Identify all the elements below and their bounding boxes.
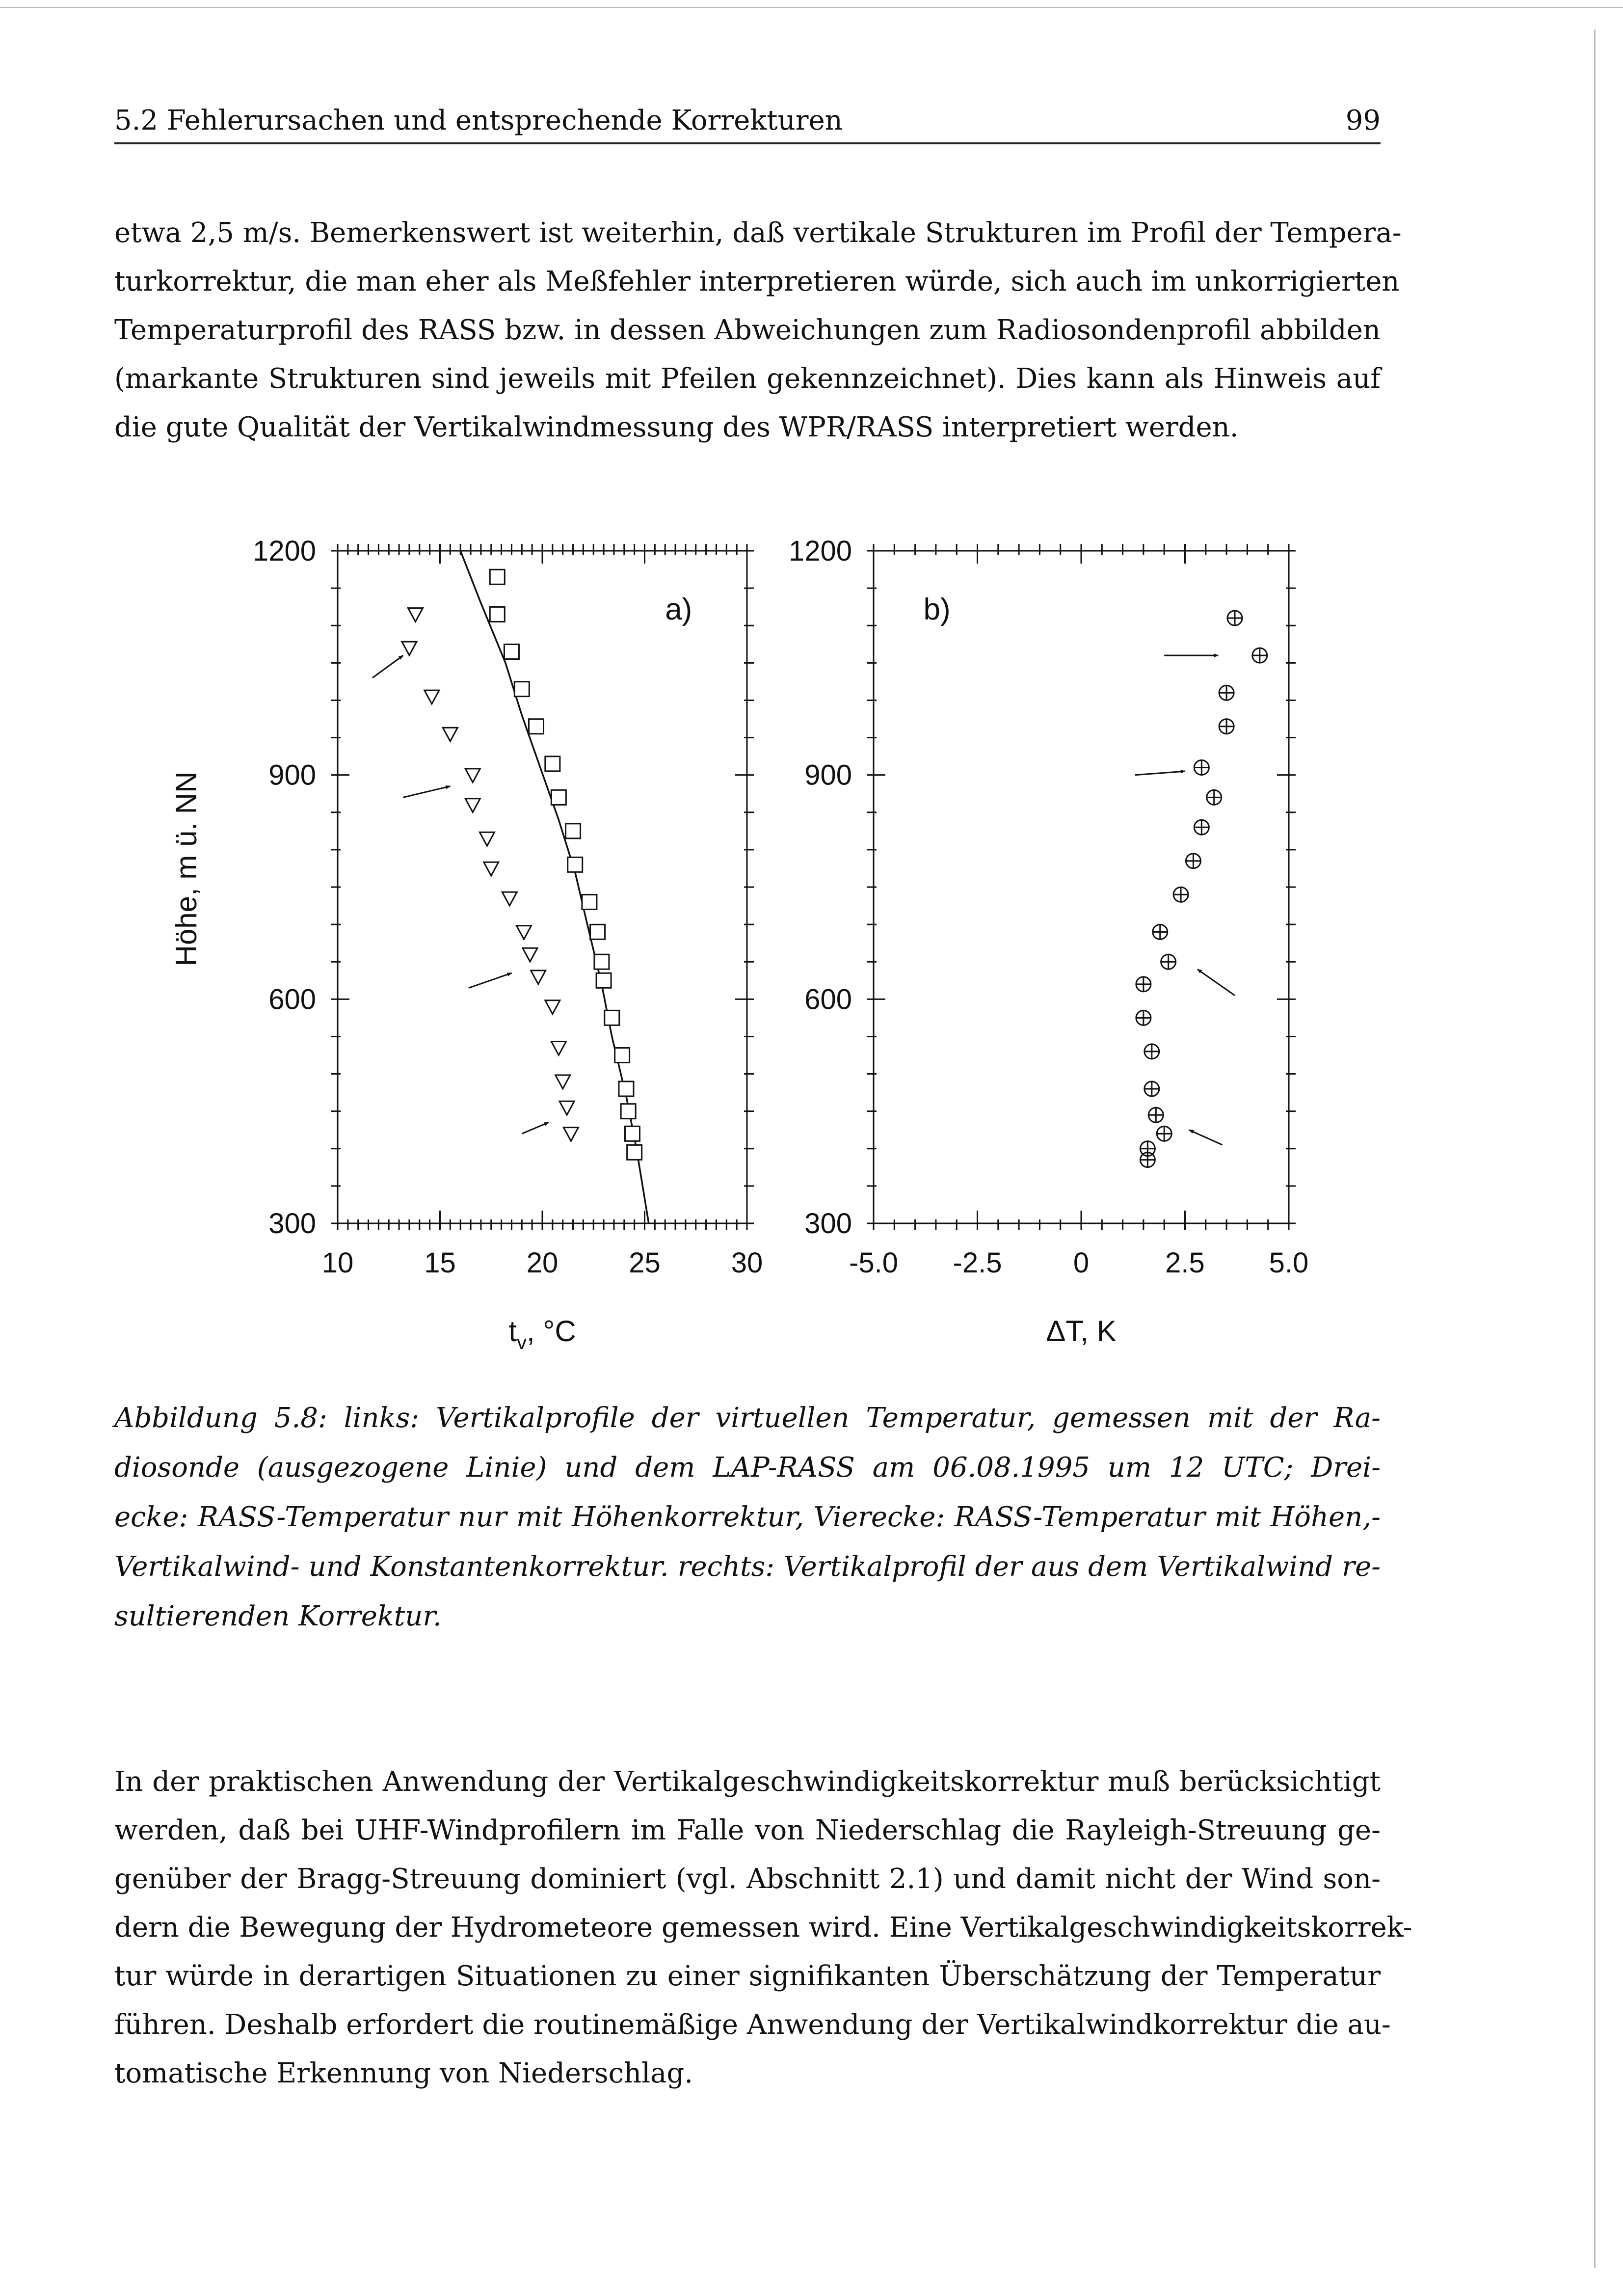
square-marker xyxy=(566,824,581,838)
paragraph-2 xyxy=(114,1757,1412,2098)
paragraph-line: etwa 2,5 m/s. Bemerkenswert ist weiterhin, daß vertikale Strukturen im Profil der Tempera- xyxy=(114,217,1402,249)
caption-line: Vertikalwind- und Konstantenkorrektur. rechts: Vertikalprofil der aus dem Vertikalwind re- xyxy=(114,1551,1381,1583)
radiosonde-profile-line xyxy=(460,551,649,1223)
x-tick-label: 25 xyxy=(629,1247,661,1279)
square-marker xyxy=(627,1145,642,1160)
square-marker xyxy=(504,645,519,659)
x-tick-label: 2.5 xyxy=(1165,1247,1205,1279)
paragraph-line: dern die Bewegung der Hydrometeore gemessen wird. Eine Vertikalgeschwindigkeitskorrek- xyxy=(114,1912,1412,1944)
caption-line: Abbildung 5.8: links: Vertikalprofile der virtuellen Temperatur, gemessen mit der Ra- xyxy=(114,1402,1381,1434)
x-tick-label: 0 xyxy=(1073,1247,1090,1279)
x-tick-label: 5.0 xyxy=(1269,1247,1309,1279)
annotation-arrow xyxy=(1197,969,1235,995)
figure xyxy=(147,520,1355,1355)
triangle-marker xyxy=(465,799,480,812)
circle-plus-marker xyxy=(1153,924,1168,939)
triangle-marker xyxy=(545,1000,560,1014)
square-marker xyxy=(619,1081,634,1096)
chart-panel-b xyxy=(789,535,1308,1348)
circle-plus-marker xyxy=(1136,1010,1151,1025)
y-tick-label: 300 xyxy=(268,1208,316,1240)
annotation-arrow xyxy=(522,1123,548,1134)
triangle-marker xyxy=(479,832,494,846)
x-tick-label: 30 xyxy=(731,1247,763,1279)
plot-frame xyxy=(874,551,1289,1223)
square-marker xyxy=(625,1126,639,1141)
triangle-marker xyxy=(484,862,499,876)
x-tick-label: 20 xyxy=(526,1247,559,1279)
caption-line: ecke: RASS-Temperatur nur mit Höhenkorrektur, Vierecke: RASS-Temperatur mit Höhen,- xyxy=(114,1501,1381,1533)
paragraph-line: tomatische Erkennung von Niederschlag. xyxy=(114,2057,693,2089)
circle-plus-marker xyxy=(1252,648,1267,663)
x-axis-label-main: t xyxy=(508,1315,517,1348)
caption-line: sultierenden Korrektur. xyxy=(114,1600,442,1632)
paragraph-line: Temperaturprofil des RASS bzw. in dessen Abweichungen zum Radiosondenprofil abbilden xyxy=(114,314,1381,346)
annotation-arrow xyxy=(1135,771,1185,775)
paragraph-line: führen. Deshalb erfordert die routinemäßige Anwendung der Vertikalwindkorrektur die au- xyxy=(114,2009,1391,2041)
x-axis-label: ΔT, K xyxy=(1046,1315,1117,1348)
triangle-marker xyxy=(425,690,439,704)
triangle-marker xyxy=(402,642,417,655)
y-tick-label: 1200 xyxy=(788,535,852,567)
x-tick-label: -5.0 xyxy=(849,1247,898,1279)
square-marker xyxy=(582,894,597,909)
square-marker xyxy=(615,1048,630,1063)
triangle-marker xyxy=(408,608,423,622)
triangle-marker xyxy=(443,728,457,741)
square-marker xyxy=(551,790,566,805)
annotation-arrow xyxy=(372,655,403,678)
circle-plus-marker xyxy=(1148,1107,1163,1122)
scan-edge-line xyxy=(1594,29,1596,2268)
y-tick-label: 1200 xyxy=(252,535,316,567)
section-title: 5.2 Fehlerursachen und entsprechende Korrekturen xyxy=(114,105,843,136)
circle-plus-marker xyxy=(1144,1081,1159,1096)
circle-plus-marker xyxy=(1140,1153,1155,1167)
square-marker xyxy=(621,1104,636,1119)
circle-plus-marker xyxy=(1144,1044,1159,1059)
page-number: 99 xyxy=(1345,105,1381,136)
square-marker xyxy=(490,569,505,584)
paragraph-line: turkorrektur, die man eher als Meßfehler interpretieren würde, sich auch im unkorrigierten xyxy=(114,266,1400,297)
circle-plus-marker xyxy=(1194,820,1209,835)
annotation-arrow xyxy=(403,786,450,798)
triangle-marker xyxy=(465,769,480,783)
square-marker xyxy=(568,857,583,872)
circle-plus-marker xyxy=(1186,854,1200,868)
paragraph-line: genüber der Bragg-Streuung dominiert (vgl. Abschnitt 2.1) und damit nicht der Wind son- xyxy=(114,1863,1381,1895)
plot-frame xyxy=(338,551,747,1223)
triangle-marker xyxy=(559,1101,574,1115)
figure-ylabel: Höhe, m ü. NN xyxy=(170,771,203,967)
paragraph-1 xyxy=(114,209,1402,452)
paragraph-line: die gute Qualität der Vertikalwindmessung des WPR/RASS interpretiert werden. xyxy=(114,411,1239,443)
x-tick-label: 15 xyxy=(424,1247,456,1279)
scan-edge-line xyxy=(0,7,1623,8)
circle-plus-marker xyxy=(1227,611,1242,625)
paragraph-line: (markante Strukturen sind jeweils mit Pfeilen gekennzeichnet). Dies kann als Hinweis auf xyxy=(114,363,1381,395)
triangle-marker xyxy=(516,926,531,940)
triangle-marker xyxy=(556,1075,570,1089)
paragraph-line: tur würde in derartigen Situationen zu einer signifikanten Überschätzung der Temperatur xyxy=(114,1960,1381,1992)
square-marker xyxy=(605,1010,619,1025)
running-header xyxy=(114,103,1381,144)
paragraph-line: werden, daß bei UHF-Windprofilern im Falle von Niederschlag die Rayleigh-Streuung ge- xyxy=(114,1814,1381,1846)
square-marker xyxy=(590,924,605,939)
x-axis-label-rest: , °C xyxy=(527,1315,576,1348)
panel-label: a) xyxy=(665,593,692,626)
circle-plus-marker xyxy=(1219,685,1234,700)
paragraph-line: In der praktischen Anwendung der Vertikalgeschwindigkeitskorrektur muß berücksichtigt xyxy=(114,1766,1381,1798)
figure-caption xyxy=(114,1393,1381,1641)
annotation-arrow xyxy=(1189,1130,1223,1145)
x-axis-label xyxy=(508,1315,576,1353)
circle-plus-marker xyxy=(1194,760,1209,775)
square-marker xyxy=(594,954,609,969)
square-marker xyxy=(514,682,529,697)
caption-line: diosonde (ausgezogene Linie) und dem LAP-RASS am 06.08.1995 um 12 UTC; Drei- xyxy=(114,1452,1381,1484)
square-marker xyxy=(545,756,560,771)
y-tick-label: 600 xyxy=(268,983,316,1016)
x-tick-label: -2.5 xyxy=(953,1247,1002,1279)
chart-panel-a xyxy=(253,535,763,1353)
figure-svg xyxy=(147,520,1355,1355)
triangle-marker xyxy=(502,892,517,906)
y-tick-label: 900 xyxy=(804,759,852,791)
y-tick-label: 900 xyxy=(268,759,316,791)
circle-plus-marker xyxy=(1157,1126,1171,1141)
square-marker xyxy=(490,607,505,621)
square-marker xyxy=(596,973,611,988)
x-axis-label-sub: v xyxy=(517,1332,527,1353)
x-tick-label: 10 xyxy=(321,1247,354,1279)
annotation-arrow xyxy=(469,973,512,988)
panel-label: b) xyxy=(923,593,951,626)
square-marker xyxy=(529,719,543,734)
circle-plus-marker xyxy=(1219,719,1234,734)
circle-plus-marker xyxy=(1161,954,1176,969)
circle-plus-marker xyxy=(1207,790,1222,805)
y-tick-label: 600 xyxy=(804,983,852,1016)
triangle-marker xyxy=(551,1042,566,1055)
circle-plus-marker xyxy=(1173,887,1188,902)
triangle-marker xyxy=(563,1128,578,1141)
circle-plus-marker xyxy=(1136,977,1151,992)
triangle-marker xyxy=(531,971,546,984)
y-tick-label: 300 xyxy=(804,1208,852,1240)
triangle-marker xyxy=(523,948,537,962)
